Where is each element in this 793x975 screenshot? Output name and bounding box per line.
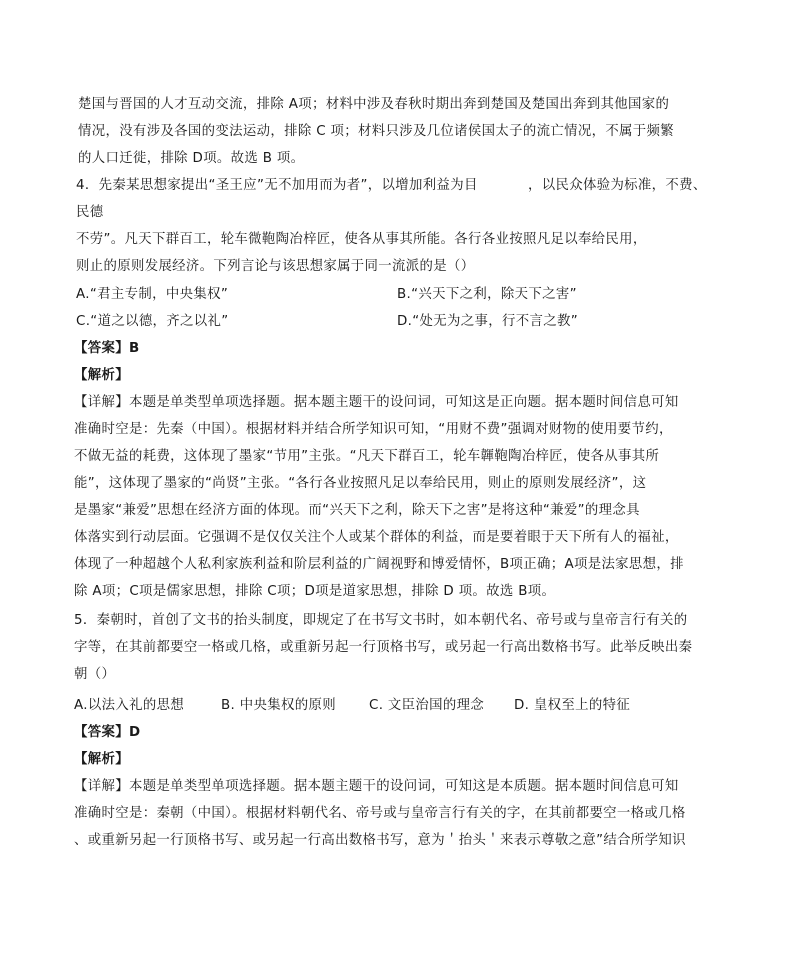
text-line: 民德 [76,205,104,220]
text-line: 朝（） [74,667,116,682]
text-line: 情况，没有涉及各国的变法运动，排除 C 项；材料只涉及几位诸侯国太子的流亡情况，不属于频繁 [78,124,675,139]
option-c: C. 文臣治国的理念 [369,698,485,713]
option-d: D.“处无为之事，行不言之教” [397,314,578,329]
text-line: 体落实到行动层面。它强调不是仅仅关注个人或某个群体的利益，而是要着眼于天下所有人的福祉， [74,530,679,545]
text-line: 的人口迁徙，排除 D项。故选 B 项。 [78,151,305,166]
option-c: C.“道之以德，齐之以礼” [76,314,229,329]
text-line: 准确时空是：先秦（中国）。根据材料并结合所学知识可知，“用财不费”强调对财物的使用要节约， [74,422,673,437]
text-line: 能”，这体现了墨家的“尚贤”主张。“各行各业按照凡足以奉给民用，则止的原则发展经济”，这 [74,476,647,491]
text-line: 楚国与晋国的人才互动交流，排除 A项；材料中涉及春秋时期出奔到楚国及楚国出奔到其他国家的 [78,97,670,112]
text-line: 不劳”。凡天下群百工，轮车微鞄陶冶梓匠，使各从事其所能。各行各业按照凡足以奉给民用， [76,232,647,247]
text-line: ，以民众体验为标准，不费、 [528,178,707,193]
option-b: B.“兴天下之利，除天下之害” [397,287,577,302]
option-a: A.“君主专制，中央集权” [76,287,229,302]
option-a: A.以法入礼的思想 [74,698,185,713]
text-line: 【详解】本题是单类型单项选择题。据本题主题干的设问词，可知这是本质题。据本题时间信息可知 [74,779,679,794]
text-line: 则止的原则发展经济。下列言论与该思想家属于同一流派的是（） [76,259,475,274]
text-line: 、或重新另起一行顶格书写、或另起一行高出数格书写，意为＇抬头＇来表示尊敬之意”结合所学知识 [74,833,686,848]
question-4-stem: 4．先秦某思想家提出“圣王应”无不加用而为者”，以增加利益为目 [76,178,478,193]
text-line: 除 A项；C项是儒家思想，排除 C项；D项是道家思想，排除 D 项。故选 B项。 [74,584,556,599]
text-line: 不做无益的耗费，这体现了墨家“节用”主张。“凡天下群百工，轮车韗鞄陶冶梓匠，使各从事其所 [74,449,660,464]
analysis-label: 【解析】 [74,368,129,383]
text-line: 是墨家“兼爱”思想在经济方面的体现。而“兴天下之利，除天下之害”是将这种“兼爱”的理念具 [74,503,640,518]
question-5-stem: 5．秦朝时，首创了文书的抬头制度，即规定了在书写文书时，如本朝代名、帝号或与皇帝言行有关的 [74,613,688,628]
text-line: 体现了一种超越个人私利家族利益和阶层利益的广阔视野和博爱情怀，B项正确；A项是法家思想，排 [74,557,684,572]
analysis-label: 【解析】 [74,752,129,767]
text-line: 字等，在其前都要空一格或几格，或重新另起一行顶格书写，或另起一行高出数格书写。此举反映出秦 [74,640,693,655]
answer-label: 【答案】D [74,725,141,740]
option-b: B. 中央集权的原则 [221,698,336,713]
answer-label: 【答案】B [74,341,140,356]
text-line: 【详解】本题是单类型单项选择题。据本题主题干的设问词，可知这是正向题。据本题时间信息可知 [74,395,679,410]
text-line: 准确时空是：秦朝（中国）。根据材料朝代名、帝号或与皇帝言行有关的字，在其前都要空一格或几格 [74,806,686,821]
option-d: D. 皇权至上的特征 [514,698,631,713]
